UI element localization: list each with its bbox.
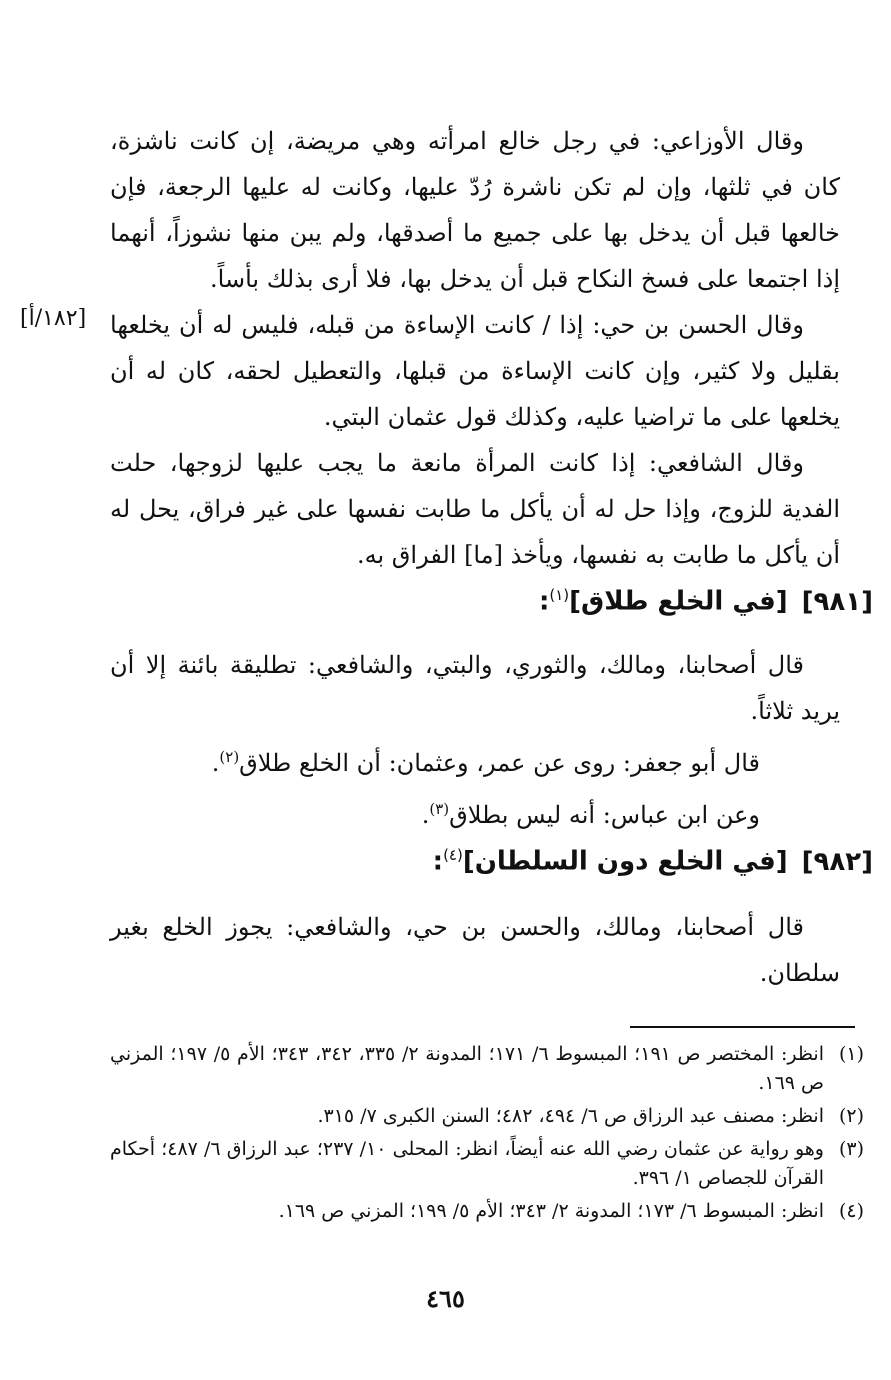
footnote: [110, 1197, 864, 1226]
footnote-text: انظر: المختصر ص ١٩١؛ المبسوط ٦/ ١٧١؛ المدونة ٢/ ٣٣٥، ٣٤٢، ٣٤٣؛ الأم ٥/ ١٩٧؛ المزني ص ١٦٩.: [110, 1043, 824, 1094]
period: .: [421, 801, 430, 829]
section-982-body: [110, 904, 840, 996]
section-981-body: [110, 642, 840, 838]
paragraph-abu-jafar: [110, 734, 840, 786]
period: .: [211, 749, 220, 777]
section-number: [٩٨١]: [801, 586, 873, 617]
footnote-ref: (٤): [443, 846, 463, 864]
footnote-text: انظر: المبسوط ٦/ ١٧٣؛ المدونة ٢/ ٣٤٣؛ الأم ٥/ ١٩٩؛ المزني ص ١٦٩.: [278, 1200, 824, 1222]
abu-jafar-text: قال أبو جعفر: روى عن عمر، وعثمان: أن الخلع طلاق: [239, 749, 760, 777]
footnote-text: انظر: مصنف عبد الرزاق ص ٦/ ٤٩٤، ٤٨٢؛ السنن الكبرى ٧/ ٣١٥.: [317, 1105, 824, 1127]
paragraph-hasan: وقال الحسن بن حي: إذا / كانت الإساءة من قبله، فليس له أن يخلعها بقليل ولا كثير، وإن كانت الإساءة من قبلها، والتعطيل لحقه، كان له أن يخلعها على ما تراضيا عليه، وكذلك قول عثمان البتي.: [110, 311, 840, 431]
footnote-separator: [630, 1026, 855, 1028]
paragraph-ibn-abbas: [110, 786, 840, 838]
heading-colon: :: [538, 586, 550, 617]
section-title: [في الخلع طلاق]: [569, 586, 788, 617]
footnote-ref: (٢): [219, 748, 240, 766]
footnotes: [110, 1040, 864, 1230]
footnote-text: وهو رواية عن عثمان رضي الله عنه أيضاً، انظر: المحلى ١٠/ ٢٣٧؛ عبد الرزاق ٦/ ٤٨٧؛ أحكام القرآن للجصاص ١/ ٣٩٦.: [110, 1138, 824, 1189]
paragraph-ashabuna: قال أصحابنا، ومالك، والثوري، والبتي، والشافعي: تطليقة بائنة إلا أن يريد ثلاثاً.: [110, 651, 840, 725]
ibn-abbas-text: وعن ابن عباس: أنه ليس بطلاق: [449, 801, 760, 829]
section-number: [٩٨٢]: [801, 846, 873, 877]
manuscript-folio-marker: [١٨٢/أ]: [20, 306, 87, 331]
footnote-number: (٤): [838, 1200, 864, 1222]
section-title: [في الخلع دون السلطان]: [462, 846, 788, 877]
footnote-ref: (٣): [429, 800, 450, 818]
footnote: [110, 1040, 864, 1098]
footnote-ref: (١): [549, 586, 570, 604]
paragraph-sultan: قال أصحابنا، ومالك، والحسن بن حي، والشافعي: يجوز الخلع بغير سلطان.: [110, 913, 840, 987]
footnote-number: (٢): [838, 1105, 864, 1127]
footnote: [110, 1102, 864, 1131]
page-number: ٤٦٥: [426, 1284, 465, 1313]
section-heading-982: [433, 846, 873, 877]
paragraph-awzai: وقال الأوزاعي: في رجل خالع امرأته وهي مريضة، إن كانت ناشزة، كان في ثلثها، وإن لم تكن ناشرة رُدّ عليها، وكانت له عليها الرجعة، فإن خالعها قبل أن يدخل بها على جميع ما أصدقها، ولم يبن منها نشوزاً، أنهما إذا اجتمعا على فسخ النكاح قبل أن يدخل بها، فلا أرى بذلك بأساً.: [110, 127, 840, 293]
paragraph-shafii: وقال الشافعي: إذا كانت المرأة مانعة ما يجب عليها لزوجها، حلت الفدية للزوج، وإذا حل له أن يأكل ما طابت نفسها على غير فراق، يحل له أن يأكل ما طابت به نفسها، ويأخذ [ما] الفراق به.: [110, 449, 840, 569]
footnote-number: (١): [838, 1043, 864, 1065]
opening-paragraphs: [110, 118, 840, 578]
footnote: [110, 1135, 864, 1193]
section-heading-981: [539, 586, 873, 617]
footnote-number: (٣): [838, 1138, 864, 1160]
heading-colon: :: [432, 846, 444, 877]
